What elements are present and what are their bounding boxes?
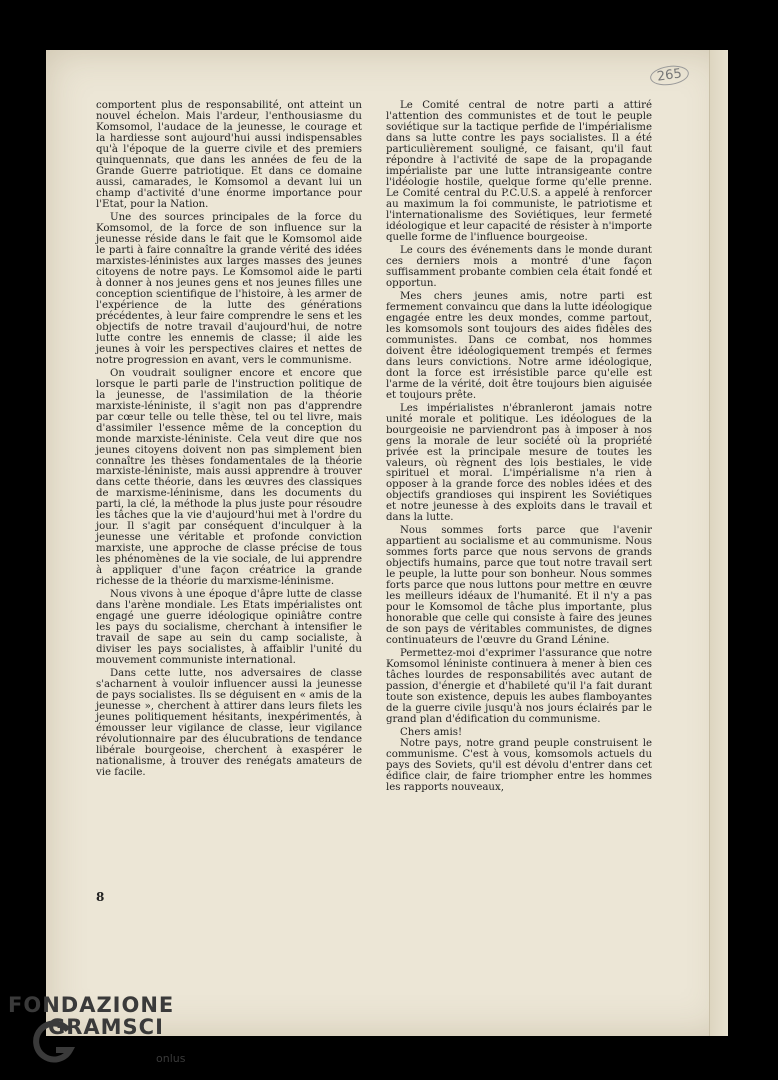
paragraph: Le Comité central de notre parti a attiré l'attention des communistes et de tout le peuple soviétique sur la tactique perfide de l'impérialisme dans sa lutte contre les pays socialistes. Il a été particulièrement souligné, ce faisant, qu'il faut répondre à l'activité de sape de la propagande impérialiste par une lutte intransigeante contre l'idéologie hostile, quelque forme qu'elle prenne. Le Comité central du P.C.U.S. a appelé à renforcer au maximum la foi communiste, le patriotisme et l'internationalisme des Soviétiques, leur fermeté idéologique et leur capacité de résister à n'importe quelle forme de l'influence bourgeoise. — [386, 100, 652, 243]
paragraph: comportent plus de responsabilité, ont atteint un nouvel échelon. Mais l'ardeur, l'enthousiasme du Komsomol, l'audace de la jeunesse, le courage et la hardiesse sont aujourd'hui aussi indispensables qu'à l'époque de la guerre civile et des premiers quinquennats, que dans les années de feu de la Grande Guerre patriotique. Et dans ce domaine aussi, camarades, le Komsomol a devant lui un champ d'activité d'une énorme importance pour l'Etat, pour la Nation. — [96, 100, 362, 210]
watermark-line-2: GRAMSCI — [48, 1015, 164, 1040]
left-column — [96, 100, 362, 778]
document-page — [46, 50, 728, 1036]
paragraph: On voudrait souligner encore et encore que lorsque le parti parle de l'instruction politique de la jeunesse, de l'assimilation de la théorie marxiste-léniniste, il s'agit non pas d'apprendre par cœur telle ou telle thèse, tel ou tel livre, mais d'assimiler l'essence même de la conception du monde marxiste-léniniste. Cela veut dire que nos jeunes citoyens doivent non pas simplement bien connaître les thèses fondamentales de la théorie marxiste-léniniste, mais aussi apprendre à trouver dans cette théorie, dans les œuvres des classiques de marxisme-léninisme, dans les documents du parti, la clé, la méthode la plus juste pour résoudre les tâches que la vie d'aujourd'hui met à l'ordre du jour. Il s'agit par conséquent d'inculquer à la jeunesse une véritable et profonde conviction marxiste, une approche de classe précise de tous les phénomènes de la vie sociale, de lui apprendre à appliquer d'une façon créatrice la grande richesse de la théorie du marxisme-léninisme. — [96, 367, 362, 588]
paragraph: Chers amis! — [400, 727, 463, 739]
paragraph: Nous sommes forts parce que l'avenir appartient au socialisme et au communisme. Nous sommes forts parce que nous servons de grands objectifs humains, parce que tout notre travail sert le peuple, la lutte pour son bonheur. Nous sommes forts parce que nous luttons pour mettre en œuvre les meilleurs idéaux de l'humanité. Et il n'y a pas pour le Komsomol de tâche plus importante, plus honorable que celle qui consiste à faire des jeunes de son pays de véritables communistes, de dignes continuateurs de l'œuvre du Grand Lénine. — [386, 525, 652, 647]
paragraph: Une des sources principales de la force du Komsomol, de la force de son influence sur la jeunesse réside dans le fait que le Komsomol aide le parti à faire connaître la grande vérité des idées marxistes-léninistes aux larges masses des jeunes citoyens de notre pays. Le Komsomol aide le parti à donner à nos jeunes gens et nos jeunes filles une conception scientifique de l'histoire, à les armer de l'expérience de la lutte des générations précédentes, à leur faire comprendre le sens et les objectifs de notre travail d'aujourd'hui, de notre lutte contre les ennemis de classe; il aide les jeunes à voir les perspectives claires et nettes de notre progression en avant, vers le communisme. — [96, 211, 362, 366]
archive-logo-icon — [32, 1020, 76, 1064]
paragraph: Notre pays, notre grand peuple construisent le communisme. C'est à vous, komsomols actuels du pays des Soviets, qu'il est dévolu d'entrer dans cet édifice clair, de faire triompher entre les hommes les rapports nouveaux, — [386, 738, 652, 794]
paragraph: Mes chers jeunes amis, notre parti est fermement convaincu que dans la lutte idéologique engagée entre les deux mondes, comme partout, les komsomols sont toujours des aides fidèles des communistes. Dans ce combat, nos hommes doivent être idéologiquement trempés et fermes dans leurs convictions. Notre arme idéologique, dont la force est irrésistible parce qu'elle est l'arme de la vérité, doit être toujours bien aiguisée et toujours prête. — [386, 290, 652, 401]
paragraph: Les impérialistes n'ébranleront jamais notre unité morale et politique. Les idéologues de la bourgeoisie ne parviendront pas à imposer à nos gens la morale de leur société où la propriété privée est la principale mesure de toutes les valeurs, où règnent des lois bestiales, le vide spirituel et moral. L'impérialisme n'a rien à opposer à la grande force des nobles idées et des objectifs grandioses qui inspirent les Soviétiques et notre jeunesse à des exploits dans le travail et dans la lutte. — [386, 402, 652, 524]
paragraph: Dans cette lutte, nos adversaires de classe s'acharnent à vouloir influencer aussi la jeunesse de pays socialistes. Ils se déguisent en « amis de la jeunesse », cherchent à attirer dans leurs filets les jeunes politiquement hésitants, inexpérimentés, à émousser leur vigilance de classe, leur vigilance révolutionnaire par des élucubrations de tendance libérale bourgeoise, cherchent à exaspérer le nationalisme, à trouver des renégats amateurs de vie facile. — [96, 668, 362, 779]
paragraph: Nous vivons à une époque d'âpre lutte de classe dans l'arène mondiale. Les Etats impérialistes ont engagé une guerre idéologique opiniâtre contre les pays du socialisme, cherchant à intensifier le travail de sape au sein du camp socialiste, à diviser les pays socialistes, à affaiblir l'unité du mouvement communiste international. — [96, 589, 362, 667]
handwritten-annotation: 265 — [649, 63, 690, 87]
watermark-suffix: onlus — [156, 1052, 186, 1065]
right-column — [386, 100, 652, 793]
page-number: 8 — [96, 890, 105, 904]
paragraph: Permettez-moi d'exprimer l'assurance que notre Komsomol léniniste continuera à mener à bien ces tâches lourdes de responsabilités avec autant de passion, d'énergie et d'habileté qu'il l'a fait durant toute son existence, depuis les aubes flamboyantes de la guerre civile jusqu'à nos jours éclairés par le grand plan d'édification du communisme. — [386, 648, 652, 726]
page-edge — [709, 50, 728, 1036]
paragraph: Le cours des événements dans le monde durant ces derniers mois a montré d'une façon suffisamment probante combien cela était fondé et opportun. — [386, 244, 652, 289]
watermark-line-1: FONDAZIONE — [8, 993, 175, 1017]
